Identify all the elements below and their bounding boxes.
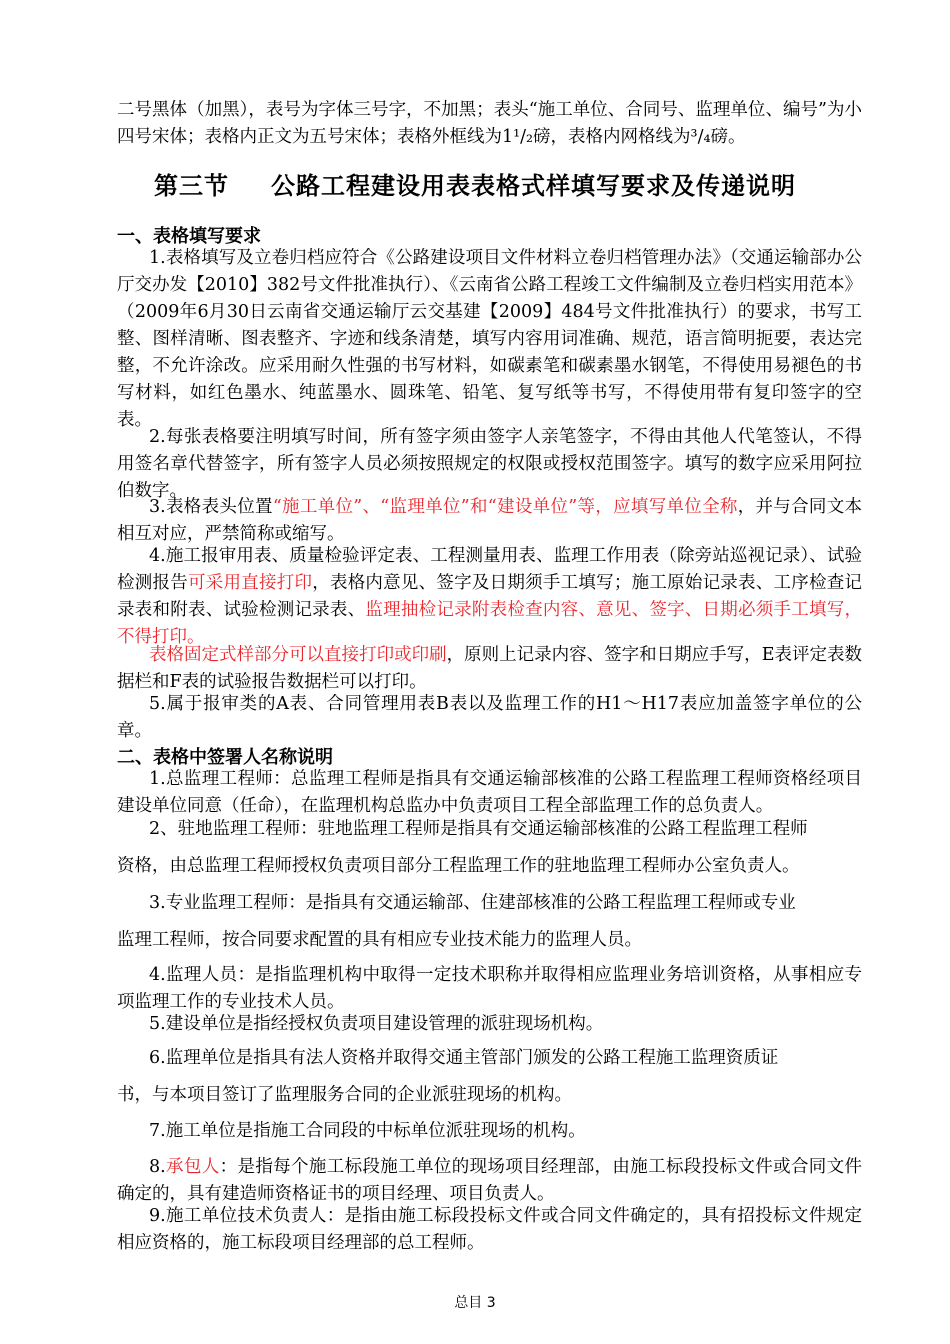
requirement-2: 2.每张表格要注明填写时间，所有签字须由签字人亲笔签字，不得由其他人代笔签认，不得用签名章代替签字，所有签字人员必须按照规定的权限或授权范围签字。填写的数字应采用阿拉伯数字。 <box>117 427 862 501</box>
definition-8-text: ：是指每个施工标段施工单位的现场项目经理部，由施工标段投标文件或合同文件确定的，具有建造师资格证书的项目经理、项目负责人。 <box>117 1157 863 1204</box>
requirement-4-highlight-print: 可采用直接打印 <box>187 573 313 593</box>
definition-2-line-2: 资格，由总监理工程师授权负责项目部分工程监理工作的驻地监理工程师办公室负责人。 <box>117 856 800 876</box>
definition-5: 5.建设单位是指经授权负责项目建设管理的派驻现场机构。 <box>149 1014 604 1034</box>
fixed-form-text: ，原则上记录内容、签字和日期应手写，E表评定表数据栏和F表的试验报告数据栏可以打印。 <box>117 645 862 692</box>
requirement-4-highlight-manual: 监理抽检记录附表检查内容、意见、签字、日期必须手工填写，不得打印。 <box>117 600 863 647</box>
definition-4: 4.监理人员：是指监理机构中取得一定技术职称并取得相应监理业务培训资格，从事相应专项监理工作的专业技术人员。 <box>117 965 862 1012</box>
section-heading-2: 二、表格中签署人名称说明 <box>117 747 333 768</box>
definition-2-line-1: 2、驻地监理工程师：驻地监理工程师是指具有交通运输部核准的公路工程监理工程师 <box>149 819 808 839</box>
requirement-3-highlight: “施工单位”、“监理单位”和“建设单位”等，应填写单位全称 <box>272 497 738 517</box>
definition-3-line-1: 3.专业监理工程师：是指具有交通运输部、住建部核准的公路工程监理工程师或专业 <box>149 893 796 913</box>
section-number: 第三节 <box>154 172 229 200</box>
requirement-4-text-a: 4.施工报审用表、质量检验评定表、工程测量用表、监理工作用表（除旁站巡视记录）、试验检测报告 <box>117 546 862 593</box>
definition-6-line-1: 6.监理单位是指具有法人资格并取得交通主管部门颁发的公路工程施工监理资质证 <box>149 1048 779 1068</box>
intro-paragraph: 二号黑体（加黑），表号为字体三号字，不加黑；表头“施工单位、合同号、监理单位、编号”为小四号宋体；表格内正文为五号宋体；表格外框线为1¹/₂磅，表格内网格线为³/₄磅。 <box>117 100 862 147</box>
contractor-highlight: 承包人 <box>165 1157 220 1177</box>
section-title <box>0 166 950 201</box>
requirement-4-text-c: ，表格内意见、签字及日期须手工填写；施工原始记录表、工序检查记录表和附表、试验检测记录表、 <box>117 573 863 620</box>
definition-7: 7.施工单位是指施工合同段的中标单位派驻现场的机构。 <box>149 1121 586 1141</box>
requirement-3 <box>117 494 862 548</box>
section-heading-1: 一、表格填写要求 <box>117 226 261 247</box>
definition-8-number: 8. <box>149 1157 166 1177</box>
definition-8 <box>117 1154 862 1208</box>
page-number: 总目 3 <box>454 1295 496 1311</box>
definition-9: 9.施工单位技术负责人：是指由施工标段投标文件或合同文件确定的，具有招投标文件规定相应资格的，施工标段项目经理部的总工程师。 <box>117 1206 862 1253</box>
requirement-fixed-form <box>117 642 862 696</box>
definition-6-line-2: 书，与本项目签订了监理服务合同的企业派驻现场的机构。 <box>117 1085 572 1105</box>
definition-3-line-2: 监理工程师，按合同要求配置的具有相应专业技术能力的监理人员。 <box>117 930 642 950</box>
requirement-4 <box>117 543 862 651</box>
fixed-form-highlight: 表格固定式样部分可以直接打印或印刷 <box>149 645 447 665</box>
requirement-1: 1.表格填写及立卷归档应符合《公路建设项目文件材料立卷归档管理办法》（交通运输部办公厅交办发【2010】382号文件批准执行）、《云南省公路工程竣工文件编制及立卷归档实用范本》（2009年6月30日云南省交通运输厅云交基建【2009】484号文件批准执行）的要求，书写工整、图样清晰、图表整齐、字迹和线条清楚，填写内容用词准确、规范，语言简明扼要，表达完整，不允许涂改。应采用耐久性强的书写材料，如碳素笔和碳素墨水钢笔，不得使用易褪色的书写材料，如红色墨水、纯蓝墨水、圆珠笔、铅笔、复写纸等书写，不得使用带有复印签字的空表。 <box>117 248 862 430</box>
requirement-3-text-a: 3.表格表头位置 <box>149 497 273 517</box>
requirement-5: 5.属于报审类的A表、合同管理用表B表以及监理工作的H1～H17表应加盖签字单位的公章。 <box>117 694 862 741</box>
section-title-text: 公路工程建设用表表格式样填写要求及传递说明 <box>271 172 796 200</box>
definition-1: 1.总监理工程师：总监理工程师是指具有交通运输部核准的公路工程监理工程师资格经项目建设单位同意（任命），在监理机构总监办中负责项目工程全部监理工作的总负责人。 <box>117 769 862 816</box>
requirement-3-text-c: ，并与合同文本相互对应，严禁简称或缩写。 <box>117 497 863 544</box>
